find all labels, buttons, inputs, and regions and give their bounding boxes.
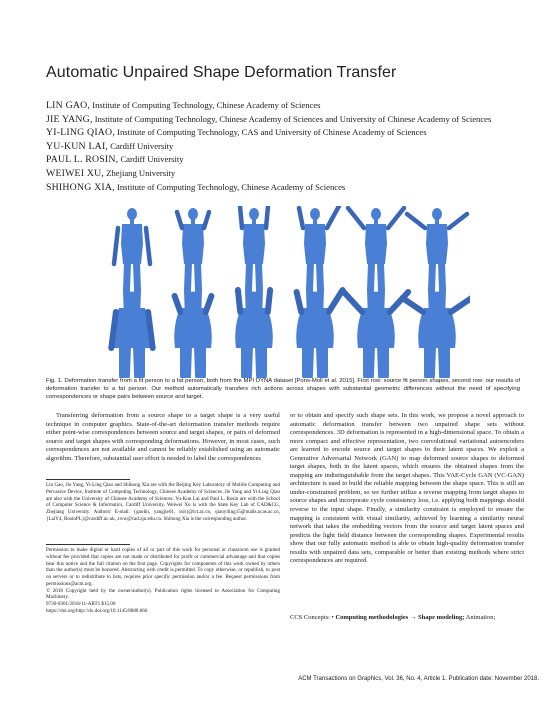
abstract-right-column — [290, 412, 524, 566]
result-fat-shapes — [111, 290, 470, 378]
author-name: PAUL L. ROSIN, — [46, 154, 119, 166]
author-name: SHIHONG XIA, — [46, 181, 115, 193]
issn-text: 0730-0301/2018/11-ART1 $15.00 — [46, 601, 116, 607]
ccs-label: CCS Concepts: • — [290, 614, 334, 621]
author-affiliation: Institute of Computing Technology, CAS and University of Chinese Academy of Sciences — [117, 127, 427, 138]
teaser-figure — [100, 206, 470, 378]
abstract-paragraph: Transferring deformation from a source shape to a target shape is a very useful technique in computer graphics. State-of-the-art deformation transfer methods require either point-wise correspondences between source and target shapes, or pairs of deformed source and target shapes with corresponding deformations. However, in most cases, such correspondences are not available and cannot be reliably established using an automatic algorithm. Therefore, substantial user effort is needed to label the correspondences — [46, 412, 280, 462]
permission-text: Permission to make digital or hard copies of all or part of this work for personal or classroom use is granted without fee provided that copies are not made or distributed for profit or commercial advantage and that copies bear this notice and the full citation on the first page. Copyrights for components of this work owned by others than the author(s) must be honored. Abstracting with credit is permitted. To copy otherwise, or republish, to post on servers or to redistribute to lists, requires prior specific permission and/or a fee. Request permissions from permissions@acm.org. — [46, 547, 280, 587]
ccs-term: Animation; — [464, 614, 496, 621]
author-name: WEIWEI XU, — [46, 167, 105, 179]
author-row — [46, 113, 536, 127]
author-name: YI-LING QIAO, — [46, 127, 115, 139]
ccs-term: Computing methodologies — [335, 614, 409, 621]
abstract-left-column — [46, 412, 280, 463]
author-name: YU-KUN LAI, — [46, 140, 109, 152]
permission-footnote — [46, 547, 280, 615]
author-row — [46, 181, 536, 195]
ccs-term: Shape modeling; — [417, 614, 465, 621]
author-footnote: Lin Gao, Jie Yang, Yi-Ling Qiao and Shihong Xia are with the Beijing Key Laboratory of Mobile Computing and Pervasive Device, Institute of Computing Technology, Chinese Academy of Sciences. Jie Yang and Yi-Ling Qiao are also with the University of Chinese Academy of Sciences. Yu-Kun Lai and Paul L. Rosin are with the School of Computer Science & Informatics, Cardiff University. Weiwei Xu is with the State Key Lab of CAD&CG, Zhejiang University. Authors' E-mail: {gaolin, yangjie01, xsh}@ict.ac.cn, qiaoyiling15@mails.ucas.ac.cn, {LaiY4, RosinPL}@cardiff.ac.uk, xww@cad.zju.edu.cn. Shihong Xia is the corresponding author. — [46, 482, 280, 522]
fat-person-shape — [174, 292, 212, 379]
fat-person-shape — [235, 290, 273, 378]
author-row — [46, 167, 536, 181]
paper-title: Automatic Unpaired Shape Deformation Transfer — [46, 64, 397, 81]
author-name: LIN GAO, — [46, 100, 91, 111]
author-row — [46, 153, 536, 167]
author-name: JIE YANG, — [46, 113, 93, 125]
author-affiliation: Cardiff University — [120, 154, 184, 165]
figure-caption: Fig. 1. Deformation transfer from a fit person to a fat person, both from the MPI DYNA dataset [Pons-Moll et al. 2015]. First row: source fit person shapes, second row: our results of deformation transfer to a fat person. Our method automatically transfers rich actions across shapes with substantial geometric differences without the need of specifying correspondences or shape pairs between source and target. — [46, 378, 520, 401]
doi-link[interactable]: https://doi.org/http://dx.doi.org/10.1145/8888.666 — [46, 607, 148, 614]
fat-person-shape — [344, 292, 408, 379]
author-row — [46, 99, 536, 113]
copyright-text: © 2018 Copyright held by the owner/author(s). Publication rights licensed to Association for Computing Machinery. — [46, 587, 280, 601]
author-affiliation: Institute of Computing Technology, Chinese Academy of Sciences — [92, 100, 321, 110]
running-footer: ACM Transactions on Graphics, Vol. 36, No. 4, Article 1. Publication date: November 2018. — [298, 676, 539, 682]
author-row — [46, 140, 536, 154]
author-affiliation: Institute of Computing Technology, Chinese Academy of Sciences — [116, 181, 346, 192]
ccs-arrow: → — [408, 614, 418, 621]
ccs-concepts — [290, 614, 524, 623]
footnote-rule — [46, 479, 130, 480]
author-affiliation: Institute of Computing Technology, Chinese Academy of Sciences and University of Chinese Academy of Sciences — [94, 113, 492, 124]
footnote-rule — [46, 544, 130, 545]
fat-person-shape — [403, 292, 471, 379]
author-row — [46, 126, 536, 140]
fat-person-shape — [111, 292, 152, 379]
author-affiliation: Zhejiang University — [106, 167, 176, 178]
author-list — [46, 99, 536, 194]
abstract-paragraph: or to obtain and specify such shape sets. In this work, we propose a novel approach to automatic deformation transfer between two unpaired shape sets without correspondences. 3D deformation is represented in a high-dimensional space. To obtain a more compact and effective representation, two convolutional variational autoencoders are learned to encode source and target shapes to their latent spaces. We exploit a Generative Adversarial Network (GAN) to map deformed source shapes to deformed target shapes, both in the latent spaces, which ensures the obtained shapes from the mapping are indistinguishable from the target shapes. This VAE-Cycle GAN (VC-GAN) architecture is used to build the reliable mapping between the shape space. This is still an under-constrained problem, so we further utilize a reverse mapping from target shapes to source shapes and incorporate cycle consistency loss, i.e. applying both mappings should reverse to the input shape. Finally, a similarity constraint is employed to ensure the mapping is consistent with visual similarity, achieved by learning a similarity neural network that takes the embedding vectors from the source and target latent spaces and predicts the light field distance between the corresponding shapes. Experimental results show that our fully automatic method is able to obtain high-quality deformation transfer results with unpaired data sets, comparable or better than existing methods where strict correspondences are required. — [290, 412, 524, 565]
author-affiliation: Cardiff University — [110, 140, 174, 151]
